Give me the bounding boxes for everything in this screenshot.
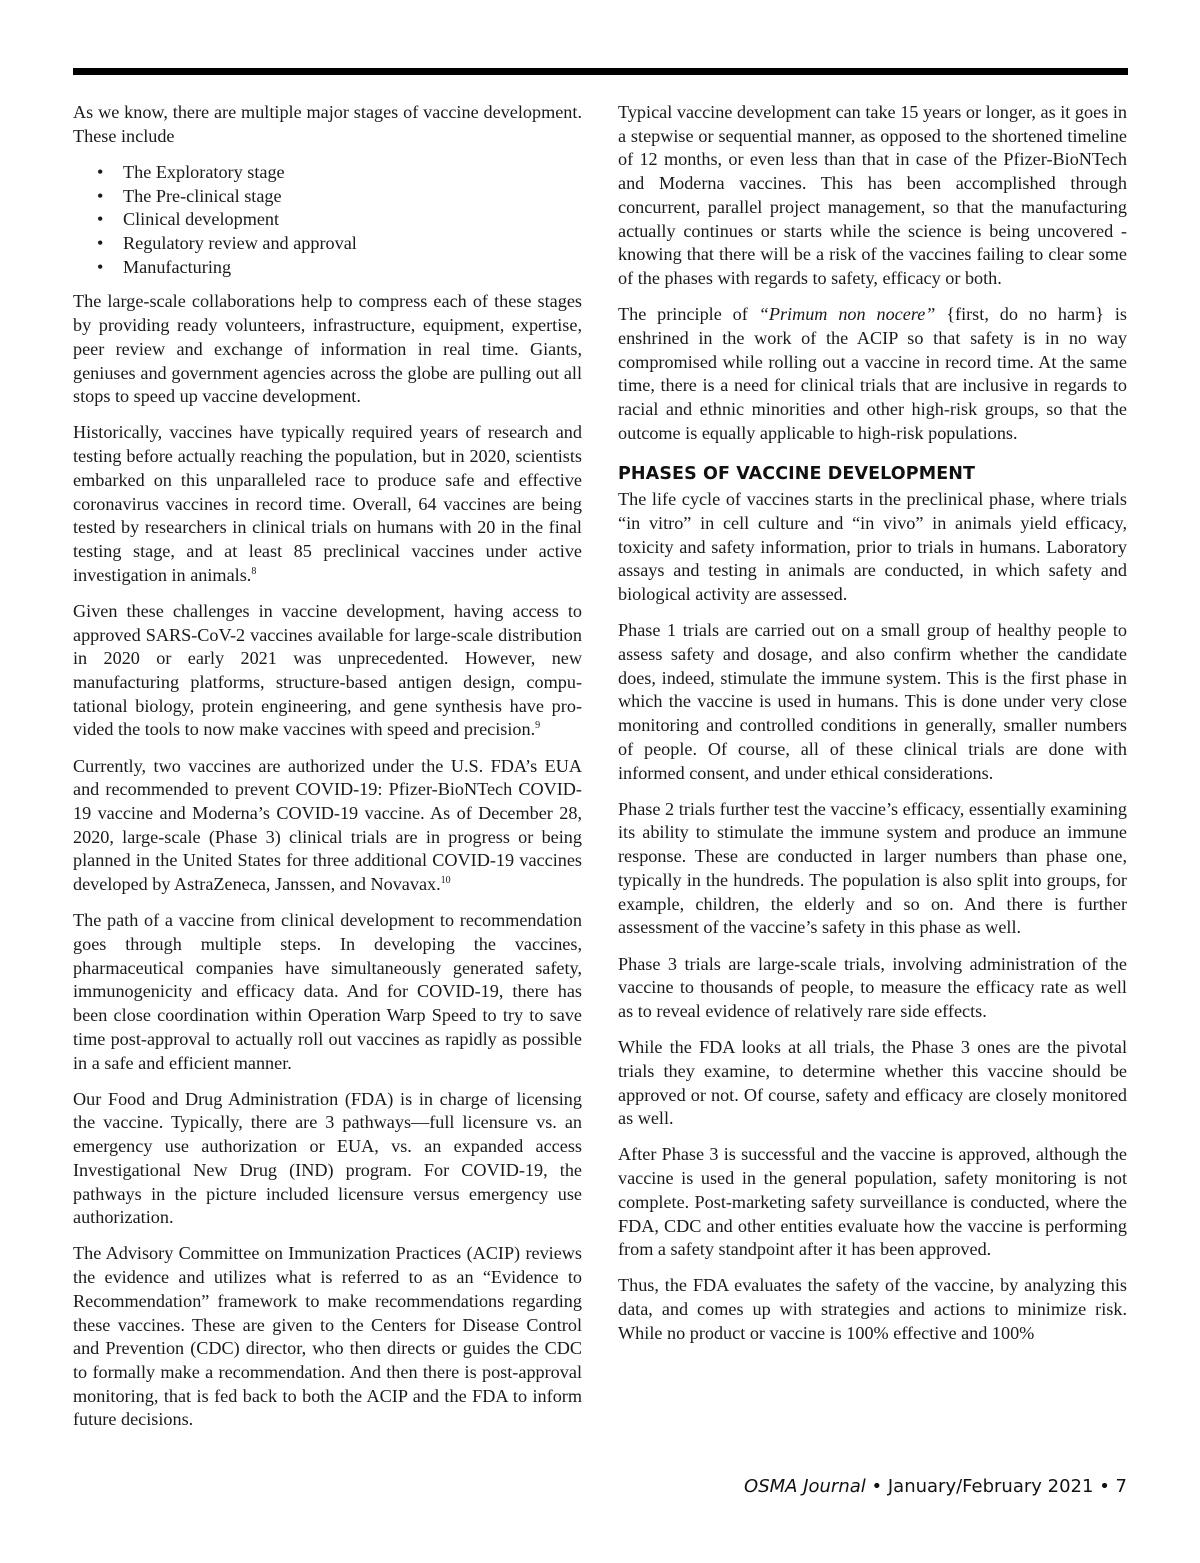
list-item [97, 232, 582, 256]
page-footer [744, 1476, 1127, 1497]
list-item-text: The Exploratory stage [123, 161, 285, 182]
collaborations-paragraph: The large-scale collaborations help to compress each of these stages by providing ready volunteers, infrastructure, equipment, expertise, peer review and exchange of information in real time. Giants, geniuses and government agencies across the globe are pulling out all stops to speed up vaccine development. [73, 291, 582, 407]
phase2-paragraph: Phase 2 trials further test the vaccine’s efficacy, essentially examining its ability to stimulate the immune system and produce an immune response. These are conducted in larger numbers than phase one, typically in the hundreds. The population is also split into groups, for example, children, the elderly and so on. And there is further assessment of the vaccine’s safety in this phase as well. [618, 798, 1127, 938]
page-number: 7 [1115, 1476, 1127, 1497]
principle-latin-phrase: “Primum non nocere” [758, 304, 936, 325]
top-rule [73, 68, 1128, 75]
currently-paragraph [73, 755, 582, 897]
phase1-paragraph: Phase 1 trials are carried out on a small group of healthy people to assess safety and dosage, and also confirm whether the candidate does, indeed, stimulate the immune system. This is the first phase in which the vaccine is used in humans. This is done under very close monitoring and controlled conditions in generally, smaller numbers of people. Of course, all of these clinical trials are done with informed consent, and under ethical considerations. [618, 620, 1127, 783]
historically-text: Historically, vaccines have typically required years of research and testing before actually reaching the population, but in 2020, scientists embarked on this unparalleled race to produce safe and effective coronavirus vaccines in record time. Overall, 64 vaccines are being tested by researchers in clinical trials on humans with 20 in the final testing stage, and at least 85 preclinical vaccines under active investigation in animals. [73, 422, 582, 585]
reference-9: 9 [535, 720, 541, 732]
currently-text: Currently, two vaccines are authorized under the U.S. FDA’s EUA and recommended to prevent COVID-19: Pfizer-BioNTech COVID-19 vaccine and Moderna’s COVID-19 vaccine. As of December 28, 2020, large-scale (Phase 3) clinical trials are in progress or being planned in the United States for three additional COVID-19 vaccines developed by AstraZeneca, Janssen, and Novavax. [73, 755, 582, 895]
list-item [97, 256, 582, 280]
path-paragraph: The path of a vaccine from clinical development to recommendation goes through multiple steps. In developing the vaccines, pharmaceutical companies have simultaneously generated safety, immunogenicity and efficacy data. And for COVID-19, there has been close coordination within Operation Warp Speed to try to save time post-approval to actually roll out vaccines as rapidly as possible in a safe and efficient manner. [73, 910, 582, 1073]
journal-name: OSMA Journal [744, 1476, 866, 1497]
intro-paragraph: As we know, there are multiple major stages of vaccine development. These include [73, 102, 582, 146]
list-item-text: Regulatory review and approval [123, 233, 357, 254]
list-item-text: Clinical development [123, 209, 280, 230]
issue-date: January/February 2021 [887, 1476, 1094, 1497]
bullet-icon: • [97, 185, 104, 206]
pivotal-trials-paragraph: While the FDA looks at all trials, the Phase 3 ones are the pivotal trials they examine, to determine whether this vaccine should be approved or not. Of course, safety and efficacy are closely monitored as well. [618, 1037, 1127, 1129]
post-approval-paragraph: After Phase 3 is successful and the vaccine is approved, although the vaccine is used in the general population, safety monitoring is not complete. Post-marketing safety surveillance is conducted, where the FDA, CDC and other entities evaluate how the vaccine is performing from a safety standpoint after it has been approved. [618, 1144, 1127, 1260]
reference-8: 8 [251, 565, 257, 577]
challenges-paragraph [73, 600, 582, 742]
historically-paragraph [73, 421, 582, 587]
principle-text-after: {first, do no harm} is enshrined in the work of the ACIP so that safety is in no way compromised while rolling out a vaccine in record time. At the same time, there is a need for clinical trials that are inclusive in regards to racial and ethnic minorities and other high-risk groups, so that the outcome is equally applicable to high-risk populations. [618, 304, 1127, 443]
stages-list [73, 161, 582, 280]
principle-paragraph [618, 303, 1127, 445]
left-column [73, 101, 582, 1445]
footer-separator: • [871, 1476, 883, 1497]
footer-separator: • [1099, 1476, 1110, 1497]
list-item [97, 208, 582, 232]
fda-paragraph: Our Food and Drug Administration (FDA) is in charge of licensing the vaccine. Typically, there are 3 pathways—full licensure vs. an emergency use authorization or EUA, vs. an expanded access Investigational New Drug (IND) program. For COVID-19, the pathways in the picture included licensure versus emergency use authorization. [73, 1088, 582, 1228]
list-item-text: The Pre-clinical stage [123, 185, 282, 206]
principle-text-before: The principle of [618, 304, 759, 325]
bullet-icon: • [97, 233, 104, 254]
bullet-icon: • [97, 256, 104, 277]
list-item [97, 161, 582, 185]
lifecycle-paragraph: The life cycle of vaccines starts in the preclinical phase, where trials “in vitro” in cell culture and “in vivo” in animals yield efficacy, toxicity and safety information, prior to trials in humans. Laboratory assays and testing in animals are conducted, in which safety and biological activity are assessed. [618, 489, 1127, 605]
right-column [618, 101, 1127, 1358]
fda-evaluates-paragraph: Thus, the FDA evaluates the safety of the vaccine, by analyzing this data, and comes up with strategies and actions to minimize risk. While no product or vaccine is 100% effective and 100% [618, 1275, 1127, 1343]
list-item [97, 185, 582, 209]
typical-development-paragraph: Typical vaccine development can take 15 years or longer, as it goes in a stepwise or sequential manner, as opposed to the shortened timeline of 12 months, or even less than that in case of the Pfizer-BioNTech and Moderna vaccines. This has been accomplished through concurrent, parallel project management, so that the manufacturing actually continues or starts while the science is being uncovered - knowing that there will be a risk of the vaccines failing to clear some of the phases with regards to safety, efficacy or both. [618, 102, 1127, 288]
challenges-text: Given these challenges in vaccine development, having access to approved SARS-CoV-2 vaccines available for large-scale distribution in 2020 or early 2021 was unprecedented. However, new manufacturing platforms, structure-based antigen design, computational biology, protein engineering, and gene synthesis have provided the tools to now make vaccines with speed and precision. [73, 600, 582, 740]
bullet-icon: • [97, 209, 104, 230]
acip-paragraph: The Advisory Committee on Immunization Practices (ACIP) reviews the evidence and utilizes what is referred to as an “Evidence to Recommendation” framework to make recommendations regarding these vaccines. These are given to the Centers for Disease Control and Prevention (CDC) director, who then directs or guides the CDC to formally make a recommendation. And then there is post-approval monitoring, that is fed back to both the ACIP and the FDA to inform future decisions. [73, 1243, 582, 1430]
bullet-icon: • [97, 161, 104, 182]
reference-10: 10 [440, 875, 451, 887]
list-item-text: Manufacturing [123, 256, 232, 277]
phase3-paragraph: Phase 3 trials are large-scale trials, involving administration of the vaccine to thousands of people, to measure the efficacy rate as well as to reveal evidence of relatively rare side effects. [618, 953, 1127, 1021]
section-heading: PHASES OF VACCINE DEVELOPMENT [618, 464, 976, 485]
